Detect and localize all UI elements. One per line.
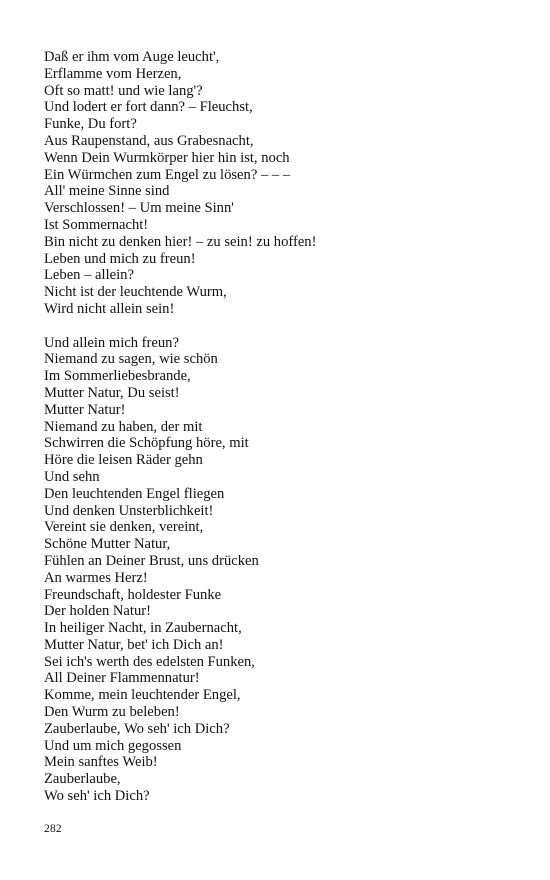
- poem-line: All Deiner Flammennatur!: [44, 670, 200, 687]
- poem-line: Ist Sommernacht!: [44, 216, 149, 233]
- poem-line: Schwirren die Schöpfung höre, mit: [44, 435, 249, 452]
- poem-line: In heiliger Nacht, in Zaubernacht,: [44, 620, 242, 637]
- poem-line: Und allein mich freun?: [44, 334, 179, 351]
- poem-line: Niemand zu haben, der mit: [44, 418, 203, 435]
- poem-line: Mutter Natur, Du seist!: [44, 384, 180, 401]
- stanza-2: [44, 335, 514, 805]
- poem-line: Wenn Dein Wurmkörper hier hin ist, noch: [44, 149, 290, 166]
- poem-line: Funke, Du fort?: [44, 116, 137, 133]
- poem-line: Der holden Natur!: [44, 603, 151, 620]
- stanza-1: [44, 49, 514, 318]
- poem-line: Und um mich gegossen: [44, 737, 182, 754]
- poem-text: [44, 49, 514, 805]
- poem-line: Und denken Unsterblichkeit!: [44, 502, 214, 519]
- poem-line: Fühlen an Deiner Brust, uns drücken: [44, 552, 259, 569]
- poem-line: Im Sommerliebesbrande,: [44, 368, 191, 385]
- poem-line: Den Wurm zu beleben!: [44, 704, 180, 721]
- poem-line: Mutter Natur!: [44, 401, 126, 418]
- poem-line: Wird nicht allein sein!: [44, 300, 175, 317]
- poem-line: Niemand zu sagen, wie schön: [44, 351, 218, 368]
- poem-line: Vereint sie denken, vereint,: [44, 519, 204, 536]
- poem-line: Nicht ist der leuchtende Wurm,: [44, 284, 227, 301]
- poem-line: An warmes Herz!: [44, 569, 148, 586]
- poem-line: Sei ich's werth des edelsten Funken,: [44, 653, 255, 670]
- poem-line: Komme, mein leuchtender Engel,: [44, 687, 241, 704]
- poem-line: Verschlossen! – Um meine Sinn': [44, 200, 234, 217]
- poem-line: Schöne Mutter Natur,: [44, 536, 171, 553]
- poem-line: Bin nicht zu denken hier! – zu sein! zu hoffen!: [44, 233, 317, 250]
- page-number: 282: [44, 823, 62, 835]
- poem-line: Mutter Natur, bet' ich Dich an!: [44, 636, 224, 653]
- poem-line: Ein Würmchen zum Engel zu lösen? – – –: [44, 166, 291, 183]
- poem-line: Zauberlaube,: [44, 771, 121, 788]
- poem-line: Erflamme vom Herzen,: [44, 65, 182, 82]
- poem-line: Und sehn: [44, 468, 100, 485]
- poem-line: Den leuchtenden Engel fliegen: [44, 485, 225, 502]
- poem-line: Zauberlaube, Wo seh' ich Dich?: [44, 720, 230, 737]
- poem-line: Und lodert er fort dann? – Fleuchst,: [44, 99, 253, 116]
- poem-line: All' meine Sinne sind: [44, 183, 170, 200]
- poem-line: Freundschaft, holdester Funke: [44, 586, 222, 603]
- poem-line: Aus Raupenstand, aus Grabesnacht,: [44, 132, 254, 149]
- poem-line: Oft so matt! und wie lang'?: [44, 82, 203, 99]
- poem-line: Leben und mich zu freun!: [44, 250, 196, 267]
- poem-line: Mein sanftes Weib!: [44, 754, 158, 771]
- poem-line: Wo seh' ich Dich?: [44, 788, 150, 805]
- poem-line: Höre die leisen Räder gehn: [44, 452, 203, 469]
- poem-line: Leben – allein?: [44, 267, 134, 284]
- poem-line: Daß er ihm vom Auge leucht',: [44, 49, 220, 65]
